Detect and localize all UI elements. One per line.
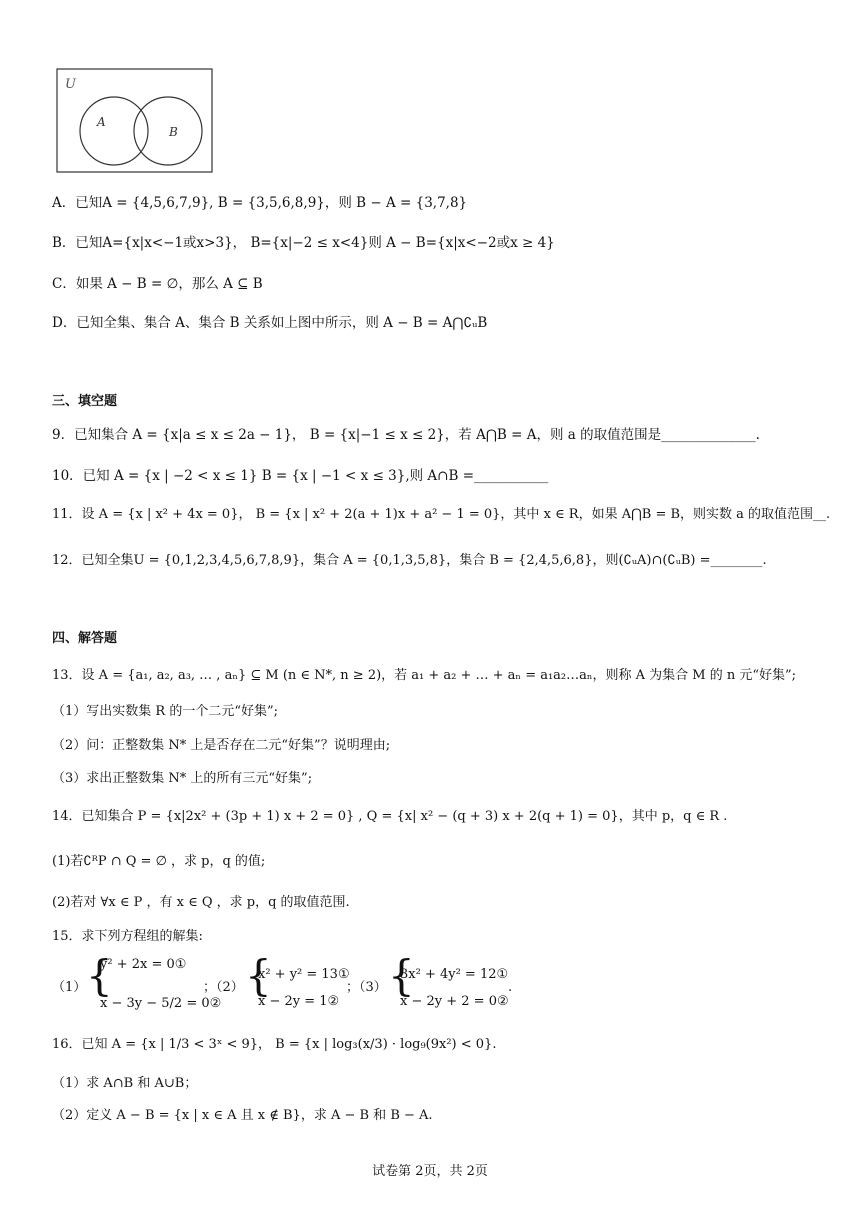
venn-diagram xyxy=(56,68,214,174)
q15-system-1-eq-1: y² + 2x = 0① xyxy=(100,957,187,972)
question-13: 13．设 A = {a₁, a₂, a₃, … , aₙ} ⊆ M (n ∈ N*, n ≥ 2)，若 a₁ + a₂ + … + aₙ = a₁a₂…aₙ，则称 A 为集合 M 的 n 元“好集”; xyxy=(52,668,797,683)
set-a-label: A xyxy=(97,115,106,129)
set-b-label: B xyxy=(169,125,178,139)
question-9: 9．已知集合 A = {x|a ≤ x ≤ 2a − 1}， B = {x|−1 ≤ x ≤ 2}，若 A⋂B = A，则 a 的取值范围是______________. xyxy=(52,427,760,443)
section-4-title: 四、解答题 xyxy=(52,631,118,646)
question-14: 14．已知集合 P = {x|2x² + (3p + 1) x + 2 = 0} , Q = {x| x² − (q + 3) x + 2(q + 1) = 0}，其中 p，q ∈ R . xyxy=(52,809,728,824)
question-13-part-3: （3）求出正整数集 N* 上的所有三元“好集”; xyxy=(52,771,313,786)
option-d: D．已知全集、集合 A、集合 B 关系如上图中所示，则 A − B = A⋂∁ᵤB xyxy=(52,315,488,331)
universe-label: U xyxy=(65,77,76,92)
question-13-part-2: （2）问：正整数集 N* 上是否存在二元“好集”？说明理由; xyxy=(52,738,391,753)
q15-system-2-eq-2: x − 2y = 1② xyxy=(258,994,340,1009)
question-14-part-1: (1)若∁ᴿP ∩ Q = ∅ ，求 p，q 的值; xyxy=(52,854,266,869)
question-14-part-2: (2)若对 ∀x ∈ P ，有 x ∈ Q ，求 p，q 的取值范围. xyxy=(52,895,350,910)
q15-system-2-eq-1: x² + y² = 13① xyxy=(258,967,350,982)
q15-brace-2: { xyxy=(245,951,272,1000)
q15-label-3: ；（3） xyxy=(346,980,387,995)
option-c: C．如果 A − B = ∅，那么 A ⊆ B xyxy=(52,276,263,292)
question-15: 15．求下列方程组的解集: xyxy=(52,929,203,944)
question-12: 12．已知全集U = {0,1,2,3,4,5,6,7,8,9}，集合 A = {0,1,3,5,8}，集合 B = {2,4,5,6,8}，则(∁ᵤA)∩(∁ᵤB) =________. xyxy=(52,553,767,568)
q15-end-period: . xyxy=(508,980,513,995)
universe-rect xyxy=(57,69,212,172)
q15-label-2: ；（2） xyxy=(203,980,244,995)
q15-system-1-eq-2: x − 3y − 5/2 = 0② xyxy=(100,996,222,1011)
option-b: B．已知A={x|x<−1或x>3}， B={x|−2 ≤ x<4}则 A − B={x|x<−2或x ≥ 4} xyxy=(52,235,555,251)
question-10: 10．已知 A = {x | −2 < x ≤ 1} B = {x | −1 < x ≤ 3},则 A∩B =___________ xyxy=(52,468,549,484)
q15-system-3-eq-1: 3x² + 4y² = 12① xyxy=(400,967,509,982)
q15-system-3-eq-2: x − 2y + 2 = 0② xyxy=(400,994,509,1009)
question-16-part-2: （2）定义 A − B = {x | x ∈ A 且 x ∉ B}，求 A − B 和 B − A. xyxy=(52,1108,433,1123)
option-a: A．已知A = {4,5,6,7,9}, B = {3,5,6,8,9}，则 B − A = {3,7,8} xyxy=(52,195,468,211)
q15-brace-3: { xyxy=(388,951,415,1000)
question-16-part-1: （1）求 A∩B 和 A∪B； xyxy=(52,1076,198,1091)
set-a-circle xyxy=(80,97,148,165)
question-16: 16．已知 A = {x | 1/3 < 3ˣ < 9}， B = {x | log₃(x/3) · log₉(9x²) < 0}. xyxy=(52,1037,497,1052)
page-footer: 试卷第 2页，共 2页 xyxy=(372,1164,488,1179)
q15-label-1: （1） xyxy=(52,980,87,995)
question-11: 11．设 A = {x | x² + 4x = 0}， B = {x | x² + 2(a + 1)x + a² − 1 = 0}，其中 x ∈ R，如果 A⋂B = B，则实数 a 的取值范围__. xyxy=(52,507,831,522)
section-3-title: 三、填空题 xyxy=(52,394,118,409)
question-13-part-1: （1）写出实数集 R 的一个二元“好集”; xyxy=(52,704,278,719)
q15-brace-1: { xyxy=(86,951,113,1000)
set-b-circle xyxy=(134,97,202,165)
